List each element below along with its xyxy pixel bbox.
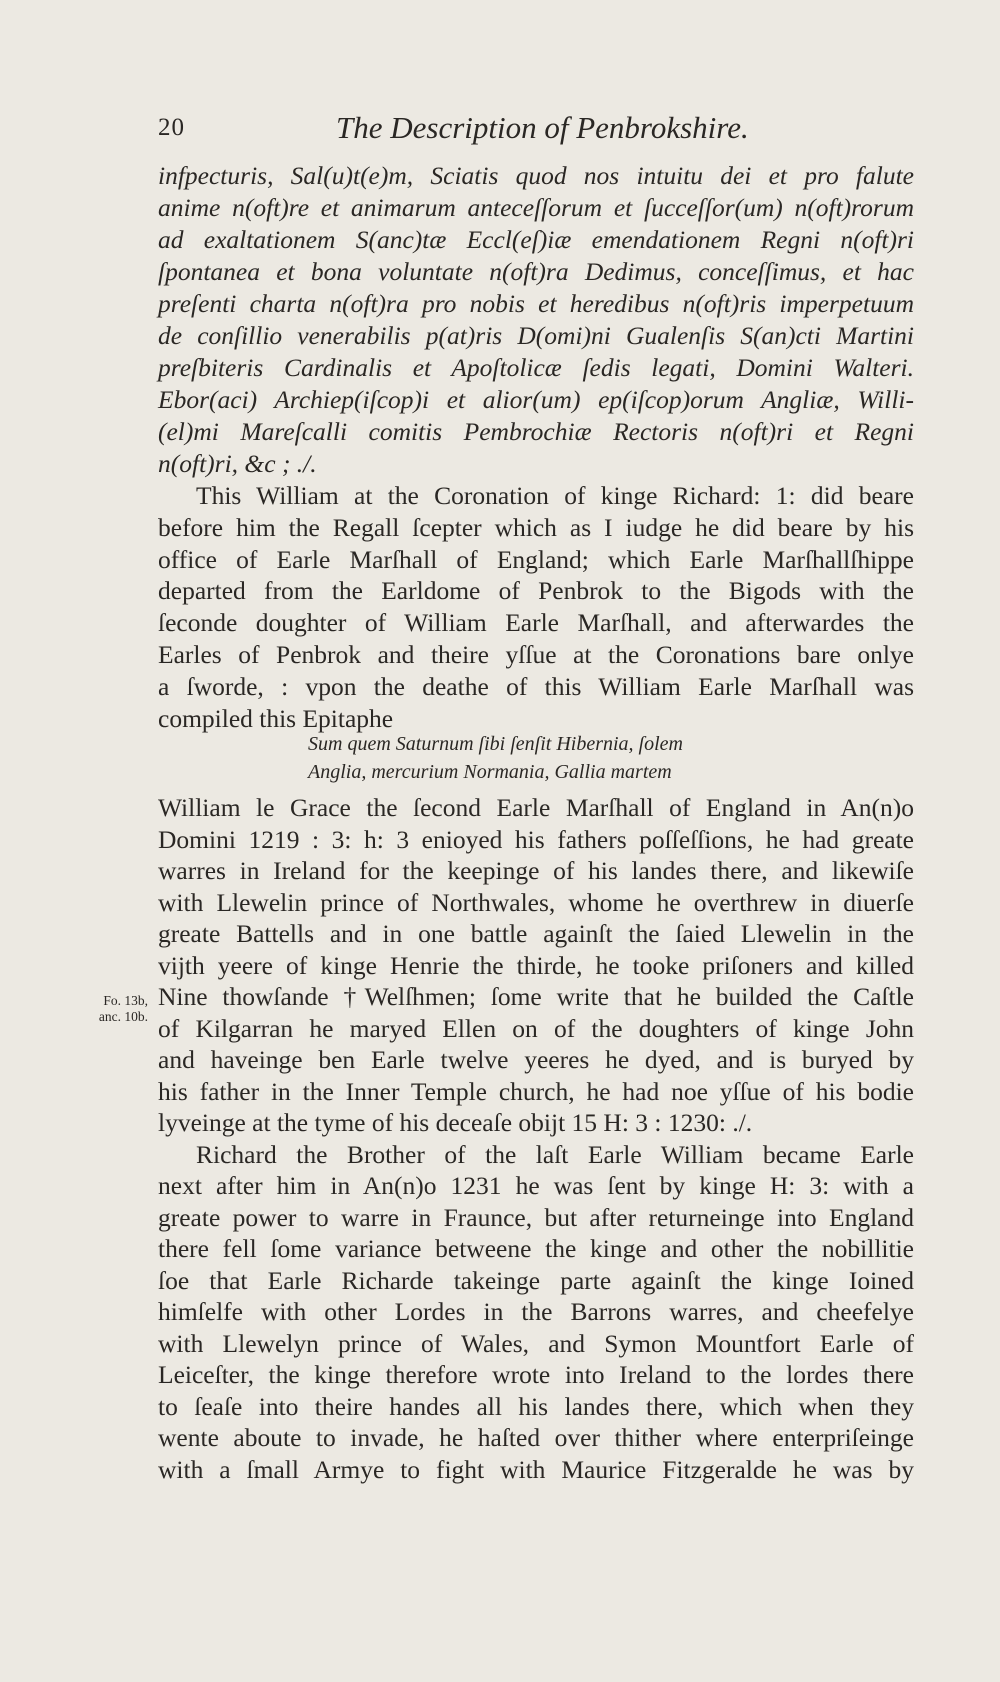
text-line: with Llewelin prince of Northwales, whome he overthrew in diuerſe [158, 887, 914, 917]
text-line: greate power to warre in Fraunce, but after returneinge into England [158, 1202, 914, 1232]
text-line: de conſillio venerabilis p(at)ris D(omi)ni Gualenſis S(an)cti Martini [158, 321, 914, 350]
page-number: 20 [158, 114, 185, 141]
text-line: warres in Ireland for the keepinge of his landes there, and likewiſe [158, 856, 914, 885]
text-line: before him the Regall ſcepter which as I iudge he did beare by his [158, 512, 914, 542]
text-line: next after him in An(n)o 1231 he was ſent by kinge H: 3: with a [158, 1171, 914, 1200]
text-line: of Kilgarran he maryed Ellen on of the doughters of kinge John [158, 1013, 914, 1043]
paragraph-william-coronation [158, 480, 914, 734]
text-line: himſelfe with other Lordes in the Barrons warres, and cheefelye [158, 1297, 914, 1326]
text-line: Leiceſter, the kinge therefore wrote into Ireland to the lordes there [158, 1360, 914, 1389]
text-line: wente aboute to invade, he haſted over thither where enterpriſeinge [158, 1423, 914, 1452]
text-line: with Llewelyn prince of Wales, and Symon Mountfort Earle of [158, 1328, 914, 1358]
text-line: and haveinge ben Earle twelve yeeres he dyed, and is buryed by [158, 1045, 914, 1074]
text-line: William le Grace the ſecond Earle Marſhall of England in An(n)o [158, 793, 914, 822]
text-line: preſenti charta n(oft)ra pro nobis et heredibus n(oft)ris imperpetuum [158, 289, 914, 318]
text-line: his father in the Inner Temple church, he had noe yſſue of his bodie [158, 1076, 914, 1106]
text-line: with a ſmall Armye to fight with Maurice Fitzgeralde he was by [158, 1454, 914, 1484]
text-line: anime n(oft)re et animarum anteceſſorum et ſucceſſor(um) n(oft)rorum [158, 193, 914, 222]
text-line: Nine thowſande †Welſhmen; ſome write that he builded the Caſtle [158, 982, 914, 1011]
paragraph-william-le-grace [158, 792, 914, 1485]
verse-line: Anglia, mercurium Normania, Gallia martem [308, 761, 672, 783]
margin-note-folio: Fo. 13b, [103, 993, 148, 1008]
text-line: ſoe that Earle Richarde takeinge parte againſt the kinge Ioined [158, 1265, 914, 1295]
text-line: vijth yeere of kinge Henrie the thirde, he tooke priſoners and killed [158, 950, 914, 980]
text-line: greate Battells and in one battle againſt the ſaied Llewelin in the [158, 919, 914, 948]
text-line: ad exaltationem S(anc)tæ Eccl(eſ)iæ emendationem Regni n(oft)ri [158, 225, 914, 254]
page-header [158, 110, 918, 150]
text-line: office of Earle Marſhall of England; which Earle Marſhallſhippe [158, 544, 914, 574]
text-line: infpecturis, Sal(u)t(e)m, Sciatis quod nos intuitu dei et pro falute [158, 161, 914, 190]
text-line: Domini 1219 : 3: h: 3 enioyed his fathers poſſeſſions, he had greate [158, 824, 914, 854]
text-line: departed from the Earldome of Penbrok to the Bigods with the [158, 576, 914, 606]
text-line: to ſeaſe into theire handes all his landes there, which when they [158, 1391, 914, 1421]
running-title: The Description of Penbrokshire. [336, 110, 749, 145]
margin-note-ancient-folio: anc. 10b. [98, 1009, 148, 1024]
text-line: (el)mi Mareſcalli comitis Pembrochiæ Rectoris n(oft)ri et Regni [158, 417, 914, 446]
text-line: Richard the Brother of the laſt Earle William became Earle [196, 1139, 914, 1169]
margin-note [80, 993, 148, 1025]
text-line: n(oft)ri, &c ; ./. [158, 449, 317, 478]
text-line: ſpontanea et bona voluntate n(oft)ra Dedimus, conceſſimus, et hac [158, 257, 914, 286]
text-line: compiled this Epitaphe [158, 703, 394, 733]
epitaph-verse [308, 730, 683, 786]
text-line: lyveinge at the tyme of his deceaſe obijt 15 H: 3 : 1230: ./. [158, 1108, 753, 1137]
text-line: a ſworde, : vpon the deathe of this William Earle Marſhall was [158, 671, 914, 701]
latin-charter [158, 160, 914, 480]
text-line: there fell ſome variance betweene the kinge and other the nobillitie [158, 1234, 914, 1263]
text-line: This William at the Coronation of kinge Richard: 1: did beare [196, 481, 914, 510]
verse-line: Sum quem Saturnum ſibi ſenſit Hibernia, ſolem [308, 733, 683, 755]
text-line: Earles of Penbrok and theire yſſue at the Coronations bare onlye [158, 639, 914, 669]
text-line: Ebor(aci) Archiep(iſcop)i et alior(um) ep(iſcop)orum Angliæ, Willi- [158, 385, 914, 414]
text-line: preſbiteris Cardinalis et Apoſtolicæ ſedis legati, Domini Walteri. [158, 353, 914, 382]
text-line: ſeconde doughter of William Earle Marſhall, and afterwardes the [158, 608, 914, 638]
